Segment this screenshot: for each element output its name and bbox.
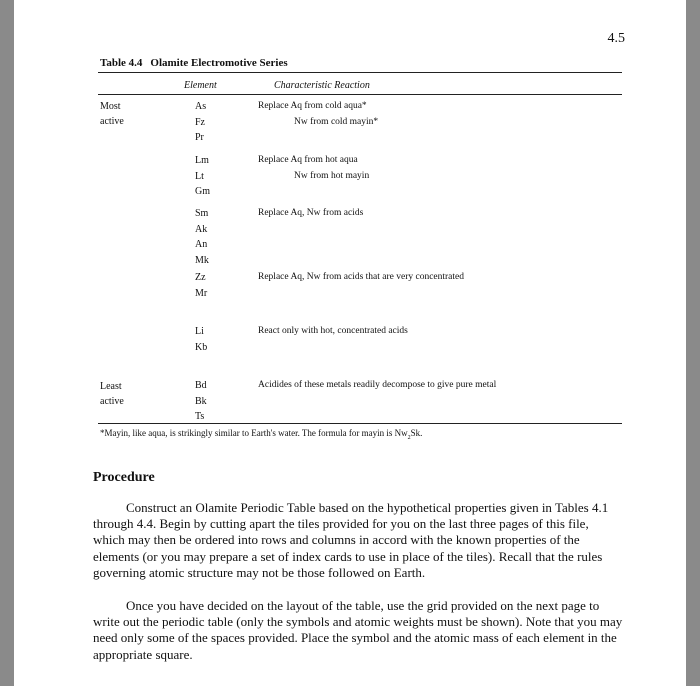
element-group-3 — [195, 206, 209, 268]
element-symbol: Lt — [195, 170, 204, 182]
procedure-heading: Procedure — [93, 470, 155, 485]
table-label: Table 4.4 — [100, 57, 143, 69]
element-symbol: Mr — [195, 287, 208, 299]
element-symbol: Sm — [195, 208, 209, 219]
element-symbol: Bd — [195, 380, 207, 391]
column-header-reaction: Characteristic Reaction — [274, 80, 370, 91]
element-symbol: Zz — [195, 272, 206, 283]
element-group-4 — [195, 270, 207, 301]
element-symbol: Li — [195, 326, 204, 337]
procedure-paragraph-1: Construct an Olamite Periodic Table based on the hypothetical properties given in Tables 4.1 through 4.4. Begin by cutting apart the tiles provided for you on the last three pages of this file, which may then be ordered into rows and columns in accord with the known properties of the elements (or you may prepare a set of index cards to use in place of the tiles). Recall that the rules governing atomic structure may not be those followed on Earth. — [93, 500, 609, 580]
element-group-6 — [195, 378, 207, 425]
reaction-group-3: Replace Aq, Nw from acids — [258, 208, 364, 218]
header-bottom-rule — [98, 94, 622, 95]
element-group-1 — [195, 99, 206, 146]
most-active-label: Most active — [100, 101, 124, 127]
element-group-5 — [195, 324, 207, 355]
element-group-2 — [195, 153, 210, 200]
element-symbol: Ak — [195, 223, 208, 235]
table-footnote: *Mayin, like aqua, is strikingly similar to Earth's water. The formula for mayin is $Nw_2Sk$. — [100, 428, 423, 441]
element-symbol: Lm — [195, 155, 209, 166]
table-top-rule — [98, 72, 622, 73]
element-symbol: As — [195, 101, 207, 112]
element-symbol: Ts — [195, 411, 205, 422]
document-page — [14, 0, 686, 686]
reaction-group-5: React only with hot, concentrated acids — [258, 326, 408, 336]
table-title-text: Olamite Electromotive Series — [150, 57, 288, 69]
reaction-group-1: Replace Aq from cold aqua* Nw from cold mayin* — [258, 101, 379, 127]
element-symbol: Mk — [195, 254, 209, 266]
table-title — [100, 57, 288, 69]
column-header-element: Element — [184, 80, 217, 91]
reaction-group-4: Replace Aq, Nw from acids that are very concentrated — [258, 272, 465, 282]
element-symbol: Bk — [195, 395, 207, 407]
table-bottom-rule — [98, 423, 622, 424]
element-symbol: Pr — [195, 132, 204, 143]
element-symbol: An — [195, 239, 208, 250]
reaction-group-6: Acidides of these metals readily decompose to give pure metal — [258, 380, 497, 390]
page-number: 4.5 — [607, 31, 625, 46]
procedure-paragraph-2: Once you have decided on the layout of the table, use the grid provided on the next page to write out the periodic table (only the symbols and atomic weights must be shown). Note that you may need only some of the spaces provided. Place the symbol and the atomic mass of each element in the appropriate square. — [93, 598, 623, 662]
least-active-label: Least active — [100, 381, 124, 407]
element-symbol: Gm — [195, 186, 210, 197]
reaction-group-2: Replace Aq from hot aqua Nw from hot mayin — [258, 155, 370, 181]
element-symbol: Kb — [195, 341, 208, 353]
element-symbol: Fz — [195, 116, 205, 128]
